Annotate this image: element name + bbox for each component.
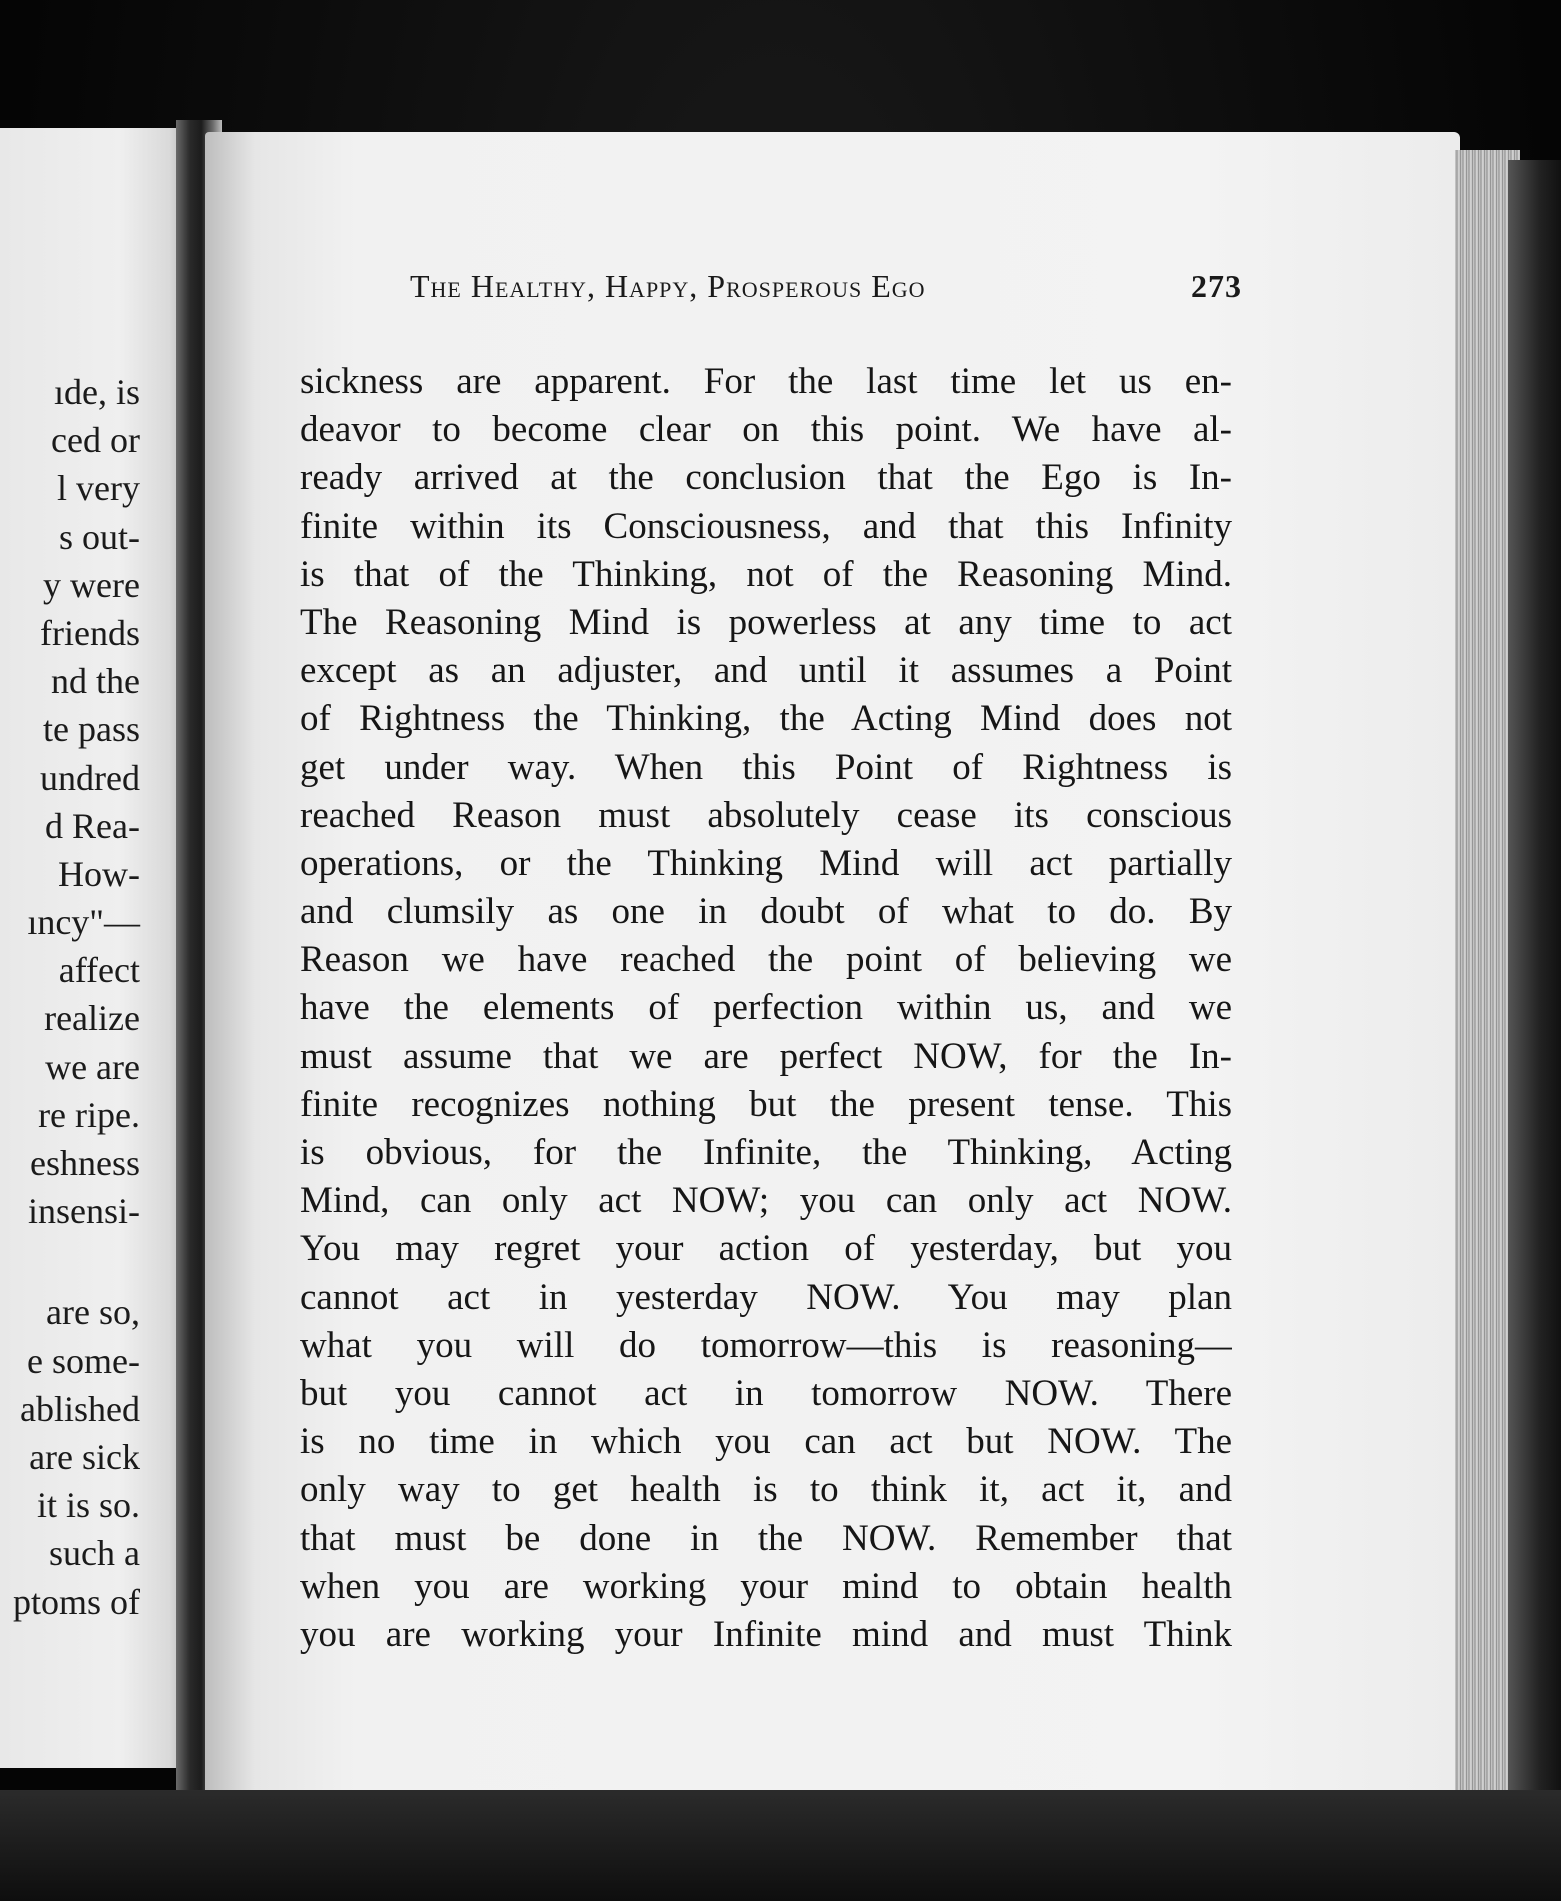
left-line: re ripe. <box>38 1094 140 1135</box>
left-line: we are <box>45 1046 140 1087</box>
left-line: friends <box>40 612 140 653</box>
text-line: have the elements of perfection within us, and we <box>300 987 1232 1029</box>
text-line: is obvious, for the Infinite, the Thinking, Acting <box>300 1132 1232 1173</box>
text-line: when you are working your mind to obtain health <box>300 1565 1232 1607</box>
left-line: ptoms of <box>12 1581 140 1622</box>
left-line: d Rea- <box>45 805 140 846</box>
text-line: except as an adjuster, and until it assumes a Point <box>300 650 1232 692</box>
running-head-title: The Healthy, Happy, Prosperous Ego <box>410 268 926 304</box>
text-line: Mind, can only act NOW; you can only act NOW. <box>300 1180 1232 1222</box>
left-line: l very <box>57 468 140 509</box>
text-line: but you cannot act in tomorrow NOW. There <box>300 1372 1232 1414</box>
text-line: what you will do tomorrow—this is reasoning— <box>300 1324 1232 1366</box>
left-line: are so, <box>46 1292 140 1333</box>
text-line: finite within its Consciousness, and that this Infinity <box>300 505 1232 547</box>
text-line: only way to get health is to think it, act it, and <box>300 1469 1232 1511</box>
text-line: must assume that we are perfect NOW, for the In- <box>300 1035 1232 1077</box>
text-line: finite recognizes nothing but the present tense. This <box>300 1083 1232 1125</box>
left-line: affect <box>58 950 140 991</box>
left-line: ıncy"— <box>27 902 140 943</box>
text-line: sickness are apparent. For the last time let us en- <box>300 361 1232 402</box>
left-line: undred <box>40 757 140 798</box>
text-line: and clumsily as one in doubt of what to do. By <box>300 891 1232 933</box>
left-line: insensi- <box>28 1191 140 1232</box>
left-line: it is so. <box>36 1485 140 1526</box>
text-line: You may regret your action of yesterday, but you <box>300 1228 1232 1270</box>
left-line: nd the <box>51 661 140 702</box>
left-page-text <box>0 368 140 1626</box>
left-line: te pass <box>43 709 140 750</box>
page-edge-shadow <box>1508 160 1561 1810</box>
text-line: is no time in which you can act but NOW. The <box>300 1421 1232 1463</box>
body-text <box>300 358 1232 1659</box>
left-line: e some- <box>27 1340 140 1381</box>
left-paragraph-gap <box>0 1235 140 1288</box>
text-line: deavor to become clear on this point. We have al- <box>300 409 1232 451</box>
text-line: ready arrived at the conclusion that the Ego is In- <box>300 457 1232 499</box>
text-line: cannot act in yesterday NOW. You may plan <box>300 1276 1232 1318</box>
text-line: is that of the Thinking, not of the Reasoning Mind. <box>300 553 1232 595</box>
left-line: are sick <box>29 1436 140 1477</box>
text-line: The Reasoning Mind is powerless at any time to act <box>300 601 1232 643</box>
left-line: s out- <box>59 516 140 557</box>
left-line: ablished <box>20 1388 140 1429</box>
text-line: operations, or the Thinking Mind will act partially <box>300 842 1232 884</box>
text-line: Reason we have reached the point of believing we <box>300 939 1232 981</box>
text-line: that must be done in the NOW. Remember that <box>300 1517 1232 1559</box>
text-line: reached Reason must absolutely cease its conscious <box>300 794 1232 836</box>
left-line: eshness <box>30 1143 140 1183</box>
left-line: ced or <box>51 420 140 461</box>
text-line: you are working your Infinite mind and must Think <box>300 1613 1232 1655</box>
running-head <box>410 268 1242 305</box>
left-line: realize <box>44 998 140 1039</box>
book-bottom-shadow <box>0 1790 1561 1901</box>
left-line: such a <box>49 1533 140 1574</box>
text-line: of Rightness the Thinking, the Acting Mind does not <box>300 698 1232 740</box>
text-line: get under way. When this Point of Rightness is <box>300 746 1232 788</box>
left-line: y were <box>43 564 140 605</box>
page-number: 273 <box>1191 268 1242 304</box>
left-line: ıde, is <box>54 372 140 412</box>
left-line: How- <box>58 853 140 894</box>
